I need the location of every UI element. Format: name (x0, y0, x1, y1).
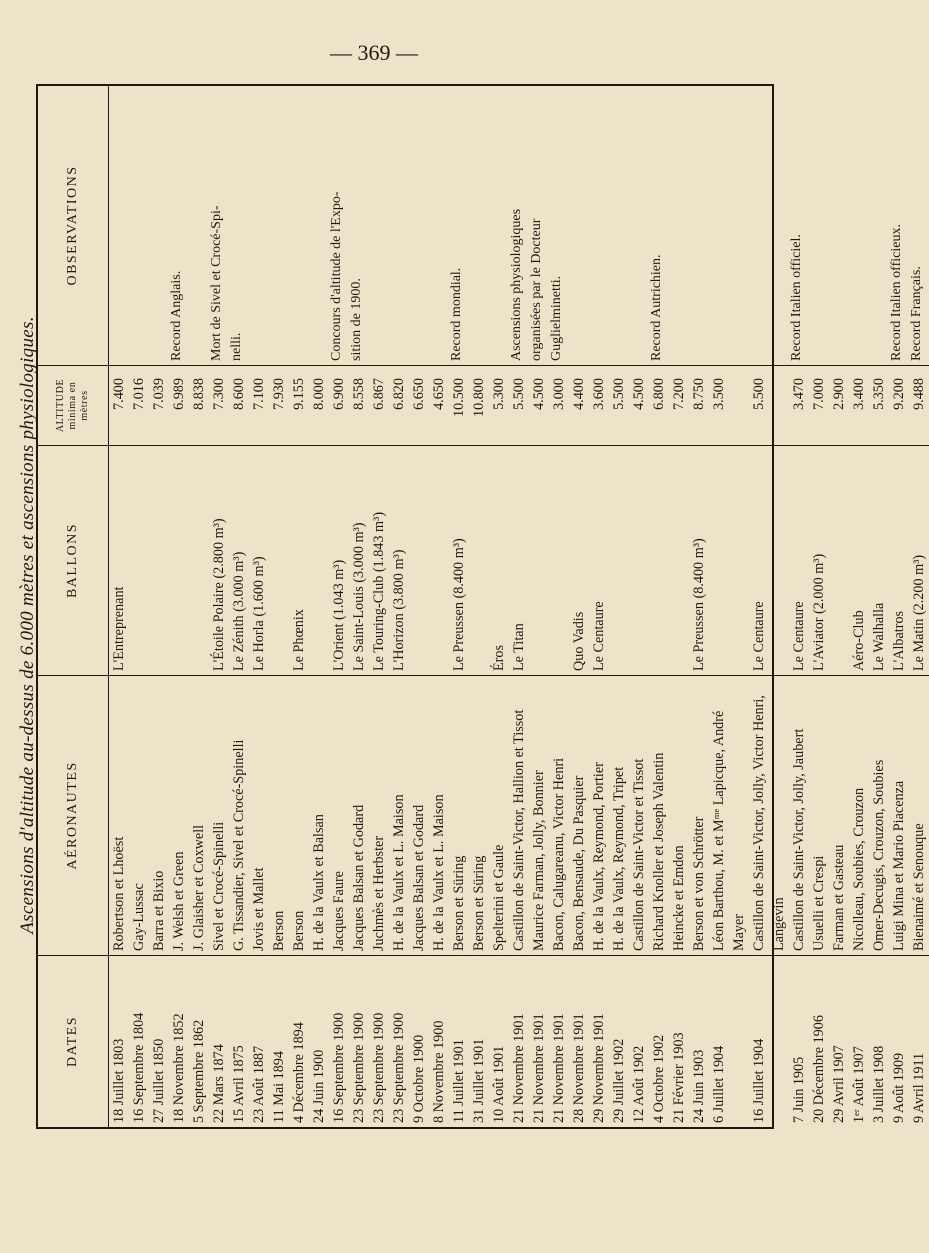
cell-aeronautes: Heincke et Emdon (669, 675, 689, 955)
cell-aeronautes: Castillon de Saint-Victor, Jolly, Jaubert (789, 675, 809, 955)
cell-date: 24 Juin 1900 (309, 955, 329, 1127)
header-altitude: ALTITUDE minima en mètres (38, 365, 108, 445)
cell-date: 22 Mars 1874 (209, 955, 229, 1127)
cell-ballon (429, 445, 449, 675)
cell-altitude: 5.500 (509, 365, 529, 445)
cell-ballon: Le Centaure (789, 445, 809, 675)
cell-altitude: 10.800 (469, 365, 489, 445)
cell-aeronautes: Bienaimé et Senouque (909, 675, 929, 955)
cell-observations: Record Français. (909, 266, 924, 361)
cell-date: 10 Août 1901 (489, 955, 509, 1127)
cell-date: 29 Avril 1907 (829, 955, 849, 1127)
cell-ballon: L'Étoile Polaire (2.800 m³) (209, 445, 229, 675)
cell-ballon: Le Centaure (589, 445, 609, 675)
cell-date: 5 Septembre 1862 (189, 955, 209, 1127)
cell-date: 4 Décembre 1894 (289, 955, 309, 1127)
cell-date: 21 Novembre 1901 (529, 955, 549, 1127)
table-row (249, 86, 269, 1127)
cell-aeronautes: Jovis et Mallet (249, 675, 269, 955)
cell-ballon (149, 445, 169, 675)
cell-aeronautes: J. Glaisher et Coxwell (189, 675, 209, 955)
cell-observations: organisées par le Docteur (529, 218, 544, 361)
cell-altitude: 6.650 (409, 365, 429, 445)
cell-observations (869, 86, 889, 365)
cell-aeronautes: Berson et von Schrötter (689, 675, 709, 955)
cell-ballon (269, 445, 289, 675)
table-row (169, 86, 189, 1127)
cell-altitude: 8.838 (189, 365, 209, 445)
cell-observations (469, 86, 489, 365)
cell-altitude: 3.470 (789, 365, 809, 445)
table-row (889, 86, 909, 1127)
cell-aeronautes: H. de la Vaulx, Reymond, Tripet (609, 675, 629, 955)
cell-altitude: 9.155 (289, 365, 309, 445)
cell-ballon (549, 445, 569, 675)
cell-ballon: L'Albatros (889, 445, 909, 675)
cell-observations (249, 86, 269, 365)
cell-observations (749, 86, 769, 365)
cell-observations: Ascensions physiologiques (509, 208, 524, 361)
cell-altitude: 4.500 (629, 365, 649, 445)
cell-altitude: 7.200 (669, 365, 689, 445)
cell-aeronautes: Bacon, Bensaude, Du Pasquier (569, 675, 589, 955)
running-head-text: Ascensions d'altitude au-dessus de 6.000 mètres et ascensions physiologiques. (17, 316, 38, 934)
cell-altitude: 6.900 (329, 365, 349, 445)
cell-altitude: 9.200 (889, 365, 909, 445)
cell-aeronautes: Richard Knoller et Joseph Valentin (649, 675, 669, 955)
cell-ballon: Aéro-Club (849, 445, 869, 675)
cell-observations: Record mondial. (449, 267, 464, 361)
table-row (549, 86, 569, 1127)
cell-date: 27 Juillet 1850 (149, 955, 169, 1127)
cell-date: 21 Février 1903 (669, 955, 689, 1127)
table-row (629, 86, 649, 1127)
table-row (329, 86, 349, 1127)
cell-observations (709, 86, 729, 365)
table-row (689, 86, 709, 1127)
cell-date: 21 Novembre 1901 (549, 955, 569, 1127)
cell-observations (129, 86, 149, 365)
cell-aeronautes: H. de la Vaulx, Reymond, Portier (589, 675, 609, 955)
cell-observations (149, 86, 169, 365)
cell-date: 31 Juillet 1901 (469, 955, 489, 1127)
cell-aeronautes: H. de la Vaulx et L. Maison (389, 675, 409, 955)
cell-ballon (669, 445, 689, 675)
cell-altitude: 3.600 (589, 365, 609, 445)
cell-altitude: 7.100 (249, 365, 269, 445)
cell-date: 11 Juillet 1901 (449, 955, 469, 1127)
table-row (449, 86, 469, 1127)
cell-ballon: L'Entreprenant (109, 445, 129, 675)
cell-altitude: 5.300 (489, 365, 509, 445)
cell-aeronautes: Robertson et Lhoëst (109, 675, 129, 955)
cell-altitude: 4.400 (569, 365, 589, 445)
cell-ballon (709, 445, 729, 675)
cell-altitude: 6.800 (649, 365, 669, 445)
cell-altitude: 8.750 (689, 365, 709, 445)
table-row (669, 86, 689, 1127)
cell-date: 23 Septembre 1900 (369, 955, 389, 1127)
cell-ballon: Le Phœnix (289, 445, 309, 675)
cell-observations (849, 86, 869, 365)
cell-date: 6 Juillet 1904 (709, 955, 729, 1127)
table-row (409, 86, 429, 1127)
cell-observations (389, 86, 409, 365)
cell-ballon: L'Aviator (2.000 m³) (809, 445, 829, 675)
cell-observations (629, 86, 649, 365)
cell-altitude: 6.989 (169, 365, 189, 445)
cell-altitude: 7.930 (269, 365, 289, 445)
cell-ballon (649, 445, 669, 675)
cell-date: 11 Mai 1894 (269, 955, 289, 1127)
rotated-table-content (38, 86, 927, 1127)
cell-ballon (729, 445, 749, 675)
cell-observations: Record Autrichien. (649, 254, 664, 361)
cell-date: 9 Octobre 1900 (409, 955, 429, 1127)
cell-altitude: 7.016 (129, 365, 149, 445)
cell-ballon (529, 445, 549, 675)
cell-ballon (769, 445, 789, 675)
table-row (289, 86, 309, 1127)
table-row (229, 86, 249, 1127)
cell-altitude: 6.820 (389, 365, 409, 445)
table-row (309, 86, 329, 1127)
cell-ballon (469, 445, 489, 675)
cell-observations (769, 86, 789, 365)
table-row (529, 86, 549, 1127)
cell-observations: Concours d'altitude de l'Expo- (329, 191, 344, 361)
table-row (729, 86, 749, 1127)
cell-aeronautes: Farman et Gasteau (829, 675, 849, 955)
cell-aeronautes: Langevin (769, 675, 789, 955)
cell-aeronautes: Jacques Balsan et Godard (349, 675, 369, 955)
cell-ballon: Le Horla (1.600 m³) (249, 445, 269, 675)
table-row (569, 86, 589, 1127)
cell-date: 24 Juin 1903 (689, 955, 709, 1127)
cell-date: 21 Novembre 1901 (509, 955, 529, 1127)
header-ballons: BALLONS (38, 445, 108, 675)
cell-ballon: Le Preussen (8.400 m³) (449, 445, 469, 675)
cell-ballon (609, 445, 629, 675)
cell-aeronautes: Castillon de Saint-Victor, Jolly, Victor Henri, (749, 675, 769, 955)
cell-observations (429, 86, 449, 365)
header-aeronautes: AÉRONAUTES (38, 675, 108, 955)
cell-ballon (629, 445, 649, 675)
cell-altitude: 6.867 (369, 365, 389, 445)
cell-aeronautes: Léon Barthou, M. et Mᵐᵉ Lapicque, André (709, 675, 729, 955)
table-row (809, 86, 829, 1127)
table-row (909, 86, 929, 1127)
cell-altitude: 10.500 (449, 365, 469, 445)
cell-aeronautes: Jacques Balsan et Godard (409, 675, 429, 955)
cell-date: 16 Septembre 1804 (129, 955, 149, 1127)
cell-date: 15 Avril 1875 (229, 955, 249, 1127)
cell-date: 18 Novembre 1852 (169, 955, 189, 1127)
cell-date: 1ᵉʳ Août 1907 (849, 955, 869, 1127)
cell-altitude: 5.500 (609, 365, 629, 445)
table-row (789, 86, 809, 1127)
cell-ballon: L'Horizon (3.800 m³) (389, 445, 409, 675)
table-row (509, 86, 529, 1127)
cell-date: 18 Juillet 1803 (109, 955, 129, 1127)
cell-aeronautes: Castillon de Saint-Victor, Hallion et Tissot (509, 675, 529, 955)
cell-altitude: 3.500 (709, 365, 729, 445)
page-number: — 369 — (330, 40, 418, 65)
table-row (589, 86, 609, 1127)
cell-altitude: 4.500 (529, 365, 549, 445)
cell-observations: nelli. (229, 332, 244, 361)
table-row (769, 86, 789, 1127)
cell-observations (589, 86, 609, 365)
table-row (349, 86, 369, 1127)
cell-altitude: 4.650 (429, 365, 449, 445)
cell-ballon (129, 445, 149, 675)
cell-altitude: 3.400 (849, 365, 869, 445)
cell-altitude: 5.350 (869, 365, 889, 445)
cell-altitude: 7.400 (109, 365, 129, 445)
cell-altitude: 7.300 (209, 365, 229, 445)
cell-aeronautes: Luigi Mina et Mario Piacenza (889, 675, 909, 955)
cell-date: 20 Décembre 1906 (809, 955, 829, 1127)
table-row (749, 86, 769, 1127)
cell-aeronautes: G. Tissandier, Sivel et Crocé-Spinelli (229, 675, 249, 955)
cell-ballon: Le Matin (2.200 m³) (909, 445, 929, 675)
table-row (369, 86, 389, 1127)
cell-observations (189, 86, 209, 365)
header-dates: DATES (38, 955, 108, 1127)
table-row (109, 86, 129, 1127)
cell-altitude (769, 365, 789, 445)
header-observations: OBSERVATIONS (65, 165, 80, 286)
table-row (849, 86, 869, 1127)
cell-date: 16 Septembre 1900 (329, 955, 349, 1127)
table-row (609, 86, 629, 1127)
cell-altitude: 5.500 (749, 365, 769, 445)
cell-aeronautes: Castillon de Saint-Victor et Tissot (629, 675, 649, 955)
cell-aeronautes: Jacques Faure (329, 675, 349, 955)
cell-aeronautes: Juchmès et Herbster (369, 675, 389, 955)
cell-ballon: Le Touring-Club (1.843 m³) (369, 445, 389, 675)
cell-ballon (829, 445, 849, 675)
cell-observations: Mort de Sivel et Crocé-Spi- (209, 205, 224, 361)
cell-aeronautes: Spelterini et Gaule (489, 675, 509, 955)
cell-altitude: 2.900 (829, 365, 849, 445)
cell-altitude: 9.488 (909, 365, 929, 445)
cell-observations (829, 86, 849, 365)
table-row (829, 86, 849, 1127)
cell-altitude: 7.000 (809, 365, 829, 445)
cell-altitude (729, 365, 749, 445)
cell-altitude: 8.600 (229, 365, 249, 445)
cell-date: 29 Novembre 1901 (589, 955, 609, 1127)
table-header (38, 86, 109, 1127)
table-row (189, 86, 209, 1127)
table-row (389, 86, 409, 1127)
cell-aeronautes: Sivel et Crocé-Spinelli (209, 675, 229, 955)
cell-altitude: 7.039 (149, 365, 169, 445)
cell-date (769, 955, 789, 1127)
cell-date: 3 Juillet 1908 (869, 955, 889, 1127)
cell-aeronautes: Barra et Bixio (149, 675, 169, 955)
cell-observations (289, 86, 309, 365)
cell-ballon: Quo Vadis (569, 445, 589, 675)
cell-aeronautes: Maurice Farman, Jolly, Bonnier (529, 675, 549, 955)
cell-aeronautes: Gay-Lussac (129, 675, 149, 955)
cell-ballon: Le Preussen (8.400 m³) (689, 445, 709, 675)
cell-date (729, 955, 749, 1127)
cell-ballon (309, 445, 329, 675)
cell-ballon: Le Saint-Louis (3.000 m³) (349, 445, 369, 675)
table-row (129, 86, 149, 1127)
cell-date: 9 Août 1909 (889, 955, 909, 1127)
cell-aeronautes: Omer-Decugis, Crouzon, Soubies (869, 675, 889, 955)
cell-date: 16 Juillet 1904 (749, 955, 769, 1127)
cell-aeronautes: Berson (289, 675, 309, 955)
table-row (469, 86, 489, 1127)
cell-observations (669, 86, 689, 365)
table-row (869, 86, 889, 1127)
cell-ballon: Éros (489, 445, 509, 675)
cell-observations (109, 86, 129, 365)
cell-ballon (409, 445, 429, 675)
cell-date: 9 Avril 1911 (909, 955, 929, 1127)
cell-altitude: 3.000 (549, 365, 569, 445)
cell-date: 7 Juin 1905 (789, 955, 809, 1127)
cell-observations (269, 86, 289, 365)
cell-aeronautes: Berson (269, 675, 289, 955)
cell-observations: Record Anglais. (169, 270, 184, 361)
cell-date: 29 Juillet 1902 (609, 955, 629, 1127)
cell-observations: Record Italien officieux. (889, 224, 904, 361)
cell-aeronautes: H. de la Vaulx et Balsan (309, 675, 329, 955)
cell-date: 23 Septembre 1900 (389, 955, 409, 1127)
table-row (429, 86, 449, 1127)
cell-date: 23 Septembre 1900 (349, 955, 369, 1127)
cell-aeronautes: Bacon, Calugareanu, Victor Henri (549, 675, 569, 955)
cell-observations (689, 86, 709, 365)
cell-ballon: Le Centaure (749, 445, 769, 675)
cell-ballon: Le Zénith (3.000 m³) (229, 445, 249, 675)
cell-aeronautes: Usuelli et Crespi (809, 675, 829, 955)
cell-observations (809, 86, 829, 365)
cell-ballon (189, 445, 209, 675)
cell-observations: Guglielminetti. (549, 275, 564, 361)
cell-observations (409, 86, 429, 365)
cell-observations (369, 86, 389, 365)
cell-observations (489, 86, 509, 365)
cell-ballon: Le Titan (509, 445, 529, 675)
cell-altitude: 8.000 (309, 365, 329, 445)
cell-date: 8 Novembre 1900 (429, 955, 449, 1127)
table-row (149, 86, 169, 1127)
table-row (649, 86, 669, 1127)
cell-aeronautes: H. de la Vaulx et L. Maison (429, 675, 449, 955)
cell-observations (609, 86, 629, 365)
cell-aeronautes: J. Welsh et Green (169, 675, 189, 955)
cell-aeronautes: Nicolleau, Soubies, Crouzon (849, 675, 869, 955)
cell-date: 23 Août 1887 (249, 955, 269, 1127)
cell-ballon: Le Walhalla (869, 445, 889, 675)
cell-aeronautes: Berson et Süring (449, 675, 469, 955)
cell-date: 28 Novembre 1901 (569, 955, 589, 1127)
cell-observations (309, 86, 329, 365)
cell-observations (729, 86, 749, 365)
cell-ballon: L'Orient (1.043 m³) (329, 445, 349, 675)
table-row (209, 86, 229, 1127)
cell-altitude: 8.558 (349, 365, 369, 445)
cell-aeronautes: Mayer (729, 675, 749, 955)
table-row (489, 86, 509, 1127)
cell-observations: Record Italien officiel. (789, 234, 804, 361)
table-row (709, 86, 729, 1127)
cell-observations (569, 86, 589, 365)
table-row (269, 86, 289, 1127)
cell-date: 4 Octobre 1902 (649, 955, 669, 1127)
altitude-table (36, 84, 927, 1129)
table-body (109, 86, 929, 1127)
cell-observations: sition de 1900. (349, 278, 364, 361)
cell-date: 12 Août 1902 (629, 955, 649, 1127)
cell-aeronautes: Berson et Süring (469, 675, 489, 955)
cell-ballon (169, 445, 189, 675)
